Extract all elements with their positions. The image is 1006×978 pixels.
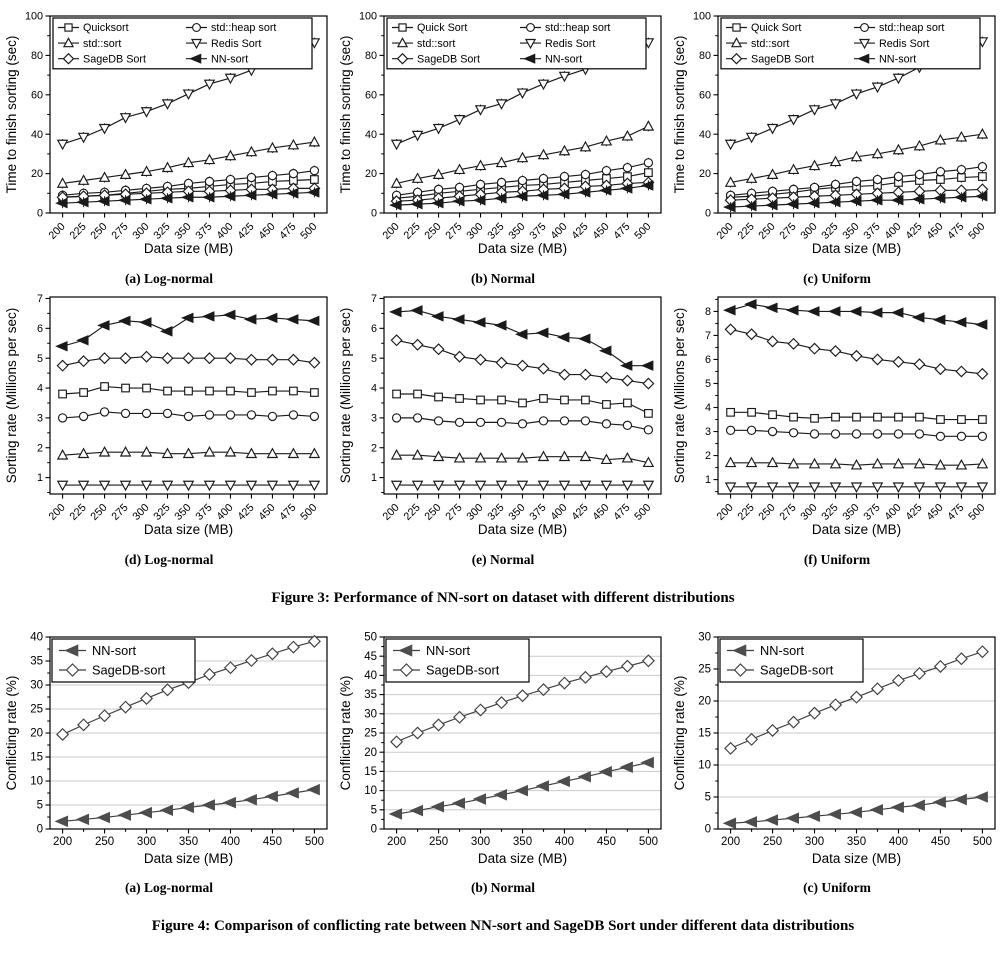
svg-text:400: 400 [554,836,575,848]
svg-text:7: 7 [370,293,377,306]
svg-text:6: 6 [370,322,377,335]
fig3-a-canvas [3,6,335,264]
figure4-chart-b-cell [336,625,670,896]
svg-text:275: 275 [777,501,799,523]
y-axis [371,293,384,492]
svg-text:375: 375 [527,501,549,523]
svg-text:450: 450 [930,836,951,848]
svg-text:450: 450 [590,501,612,523]
svg-text:350: 350 [506,501,528,523]
chart-caption-fig4-b: (b) Normal [470,880,536,895]
x-axis [714,494,987,523]
figure3-chart-c-cell [670,6,1004,287]
legend [720,639,863,682]
svg-text:275: 275 [109,501,131,523]
y-axis-title: Conflicting rate (%) [672,675,687,791]
svg-text:225: 225 [401,501,423,523]
series-redis-sort [726,483,987,492]
svg-text:425: 425 [903,220,925,242]
svg-text:350: 350 [178,836,199,848]
chart-fig3-e [337,287,669,550]
svg-text:0: 0 [370,823,377,836]
svg-text:100: 100 [358,10,377,23]
svg-text:SageDB Sort: SageDB Sort [751,53,815,66]
svg-text:200: 200 [380,501,402,523]
svg-text:425: 425 [569,220,591,242]
svg-text:80: 80 [30,50,43,62]
svg-text:0: 0 [704,823,711,836]
svg-text:375: 375 [193,220,215,242]
svg-text:200: 200 [714,220,736,242]
chart-fig4-b [337,625,669,878]
svg-text:40: 40 [30,128,43,141]
chart-caption-fig3-e: (e) Normal [471,552,535,567]
svg-text:15: 15 [698,727,711,740]
x-axis [714,213,987,242]
fig3-e-canvas [337,287,669,545]
svg-text:275: 275 [443,501,465,523]
fig3-c-canvas [671,6,1003,264]
series-quicksort [393,390,652,417]
svg-text:3: 3 [370,412,377,425]
chart-fig4-c [671,625,1003,878]
svg-text:SageDB-sort: SageDB-sort [426,662,500,678]
y-axis [364,632,384,836]
svg-text:350: 350 [172,220,194,242]
svg-text:400: 400 [214,501,236,523]
svg-text:250: 250 [762,836,783,848]
svg-text:350: 350 [172,501,194,523]
svg-text:30: 30 [30,679,43,692]
svg-text:30: 30 [364,708,377,721]
svg-text:80: 80 [698,50,711,62]
svg-text:425: 425 [235,501,257,523]
svg-text:20: 20 [364,746,377,759]
svg-text:std::heap sort: std::heap sort [545,22,611,35]
x-axis [380,213,653,242]
x-axis [46,494,319,523]
svg-text:100: 100 [692,10,711,23]
x-axis-title: Data size (MB) [811,522,902,537]
svg-text:NN-sort: NN-sort [545,53,583,66]
svg-text:450: 450 [262,836,283,848]
y-axis [30,632,50,836]
gridlines [718,669,995,797]
series-redis-sort [58,481,319,490]
svg-text:475: 475 [277,220,299,242]
svg-text:300: 300 [130,501,152,523]
svg-text:275: 275 [777,220,799,242]
svg-text:std::sort: std::sort [417,37,456,50]
svg-text:0: 0 [370,207,377,220]
svg-text:350: 350 [840,220,862,242]
svg-text:500: 500 [972,836,993,848]
svg-text:325: 325 [151,501,173,523]
svg-text:275: 275 [109,220,131,242]
y-axis [25,11,50,220]
svg-text:20: 20 [698,695,711,708]
svg-text:20: 20 [30,727,43,740]
svg-text:425: 425 [903,501,925,523]
figure3-row-time [0,6,1006,287]
svg-text:500: 500 [638,836,659,848]
chart-fig3-a [3,6,335,269]
series-std-sort [726,458,987,469]
y-axis-title: Sorting rate (Millions per sec) [338,307,353,484]
svg-text:1: 1 [370,472,377,485]
figure3-chart-e-cell [336,287,670,568]
y-axis [37,293,50,492]
svg-text:400: 400 [548,220,570,242]
chart-fig4-a [3,625,335,878]
x-axis [721,829,992,848]
series-std-heap-sort [726,426,986,440]
svg-text:225: 225 [67,220,89,242]
svg-text:300: 300 [136,836,157,848]
svg-text:35: 35 [30,655,43,668]
svg-text:std::sort: std::sort [83,37,122,50]
svg-text:350: 350 [840,501,862,523]
svg-text:5: 5 [370,352,377,365]
svg-text:450: 450 [924,220,946,242]
svg-text:200: 200 [380,220,402,242]
chart-caption-fig3-d: (d) Log-normal [124,552,214,567]
y-axis [698,632,718,836]
svg-text:475: 475 [611,220,633,242]
svg-text:60: 60 [698,89,711,102]
svg-text:225: 225 [67,501,89,523]
svg-text:4: 4 [370,382,377,395]
svg-text:10: 10 [698,759,711,772]
series-redis-sort [392,481,653,490]
svg-text:Redis Sort: Redis Sort [211,37,262,50]
series-nn-sort [57,311,319,351]
svg-text:50: 50 [364,631,377,644]
svg-text:500: 500 [298,501,320,523]
svg-text:Redis Sort: Redis Sort [879,37,930,50]
svg-text:5: 5 [36,799,43,812]
series-std-heap-sort [392,414,652,434]
svg-text:SageDB-sort: SageDB-sort [92,662,166,678]
chart-fig3-c [671,6,1003,269]
svg-text:0: 0 [704,207,711,220]
svg-text:NN-sort: NN-sort [879,53,917,66]
figure4-caption: Figure 4: Comparison of conflicting rate between NN-sort and SageDB Sort under different data distributions [151,918,855,934]
x-axis [387,829,658,848]
svg-text:4: 4 [36,382,43,395]
svg-text:NN-sort: NN-sort [211,53,249,66]
svg-text:0: 0 [36,823,43,836]
svg-text:325: 325 [151,220,173,242]
chart-fig3-b [337,6,669,269]
svg-text:375: 375 [527,220,549,242]
svg-text:8: 8 [704,306,711,319]
series-nn-sort [724,792,987,828]
x-axis-title: Data size (MB) [143,522,234,537]
svg-text:300: 300 [804,836,825,848]
y-axis [359,11,384,220]
legend [53,18,312,69]
svg-text:500: 500 [304,836,325,848]
svg-text:Redis Sort: Redis Sort [545,37,596,50]
svg-text:375: 375 [861,220,883,242]
svg-text:7: 7 [36,293,43,306]
svg-text:15: 15 [30,751,43,764]
svg-text:3: 3 [704,426,711,439]
svg-text:std::heap sort: std::heap sort [879,22,945,35]
svg-text:425: 425 [235,220,257,242]
svg-text:325: 325 [485,501,507,523]
series-nn-sort [725,300,987,329]
svg-text:25: 25 [30,703,43,716]
chart-caption-fig3-a: (a) Log-normal [124,271,214,286]
fig4-c-canvas [671,625,1003,873]
svg-text:475: 475 [277,501,299,523]
svg-text:NN-sort: NN-sort [426,642,471,658]
svg-text:350: 350 [512,836,533,848]
svg-text:25: 25 [698,663,711,676]
series-sagedb-sort [725,324,987,379]
svg-text:40: 40 [30,631,43,644]
svg-text:std::sort: std::sort [751,37,790,50]
svg-text:225: 225 [401,220,423,242]
svg-text:275: 275 [443,220,465,242]
svg-text:250: 250 [422,501,444,523]
figure3-chart-f-cell [670,287,1004,568]
svg-text:20: 20 [364,168,377,181]
svg-text:300: 300 [130,220,152,242]
svg-text:Quick Sort: Quick Sort [417,22,468,35]
figure4-chart-c-cell [670,625,1004,896]
svg-text:30: 30 [698,631,711,644]
svg-text:200: 200 [720,836,741,848]
svg-text:475: 475 [611,501,633,523]
svg-text:1: 1 [36,472,43,485]
svg-text:45: 45 [364,650,377,663]
svg-text:475: 475 [945,220,967,242]
svg-text:40: 40 [698,128,711,141]
svg-text:225: 225 [735,501,757,523]
figure4-row-conflict [0,625,1006,896]
svg-text:5: 5 [36,352,43,365]
svg-text:400: 400 [548,501,570,523]
chart-caption-fig3-b: (b) Normal [470,271,536,286]
svg-text:250: 250 [756,501,778,523]
svg-text:450: 450 [256,501,278,523]
chart-caption-fig4-c: (c) Uniform [803,880,871,895]
svg-text:40: 40 [364,128,377,141]
svg-text:25: 25 [364,727,377,740]
fig3-f-canvas [671,287,1003,545]
svg-text:2: 2 [370,442,377,455]
svg-text:500: 500 [966,220,988,242]
svg-text:250: 250 [88,501,110,523]
x-axis-title: Data size (MB) [143,851,234,866]
svg-text:10: 10 [30,775,43,788]
svg-text:20: 20 [698,168,711,181]
svg-text:std::heap sort: std::heap sort [211,22,277,35]
chart-caption-fig3-f: (f) Uniform [803,552,871,567]
fig4-b-canvas [337,625,669,873]
plot-box [50,297,327,494]
svg-text:400: 400 [888,836,909,848]
chart-fig3-d [3,287,335,550]
svg-text:100: 100 [24,10,43,23]
svg-text:375: 375 [193,501,215,523]
svg-text:450: 450 [590,220,612,242]
x-axis [53,829,324,848]
svg-text:40: 40 [364,670,377,682]
chart-caption-fig3-c: (c) Uniform [803,271,871,286]
svg-text:450: 450 [596,836,617,848]
svg-text:200: 200 [714,501,736,523]
svg-text:350: 350 [506,220,528,242]
svg-text:NN-sort: NN-sort [760,642,805,658]
svg-text:15: 15 [364,766,377,778]
svg-text:NN-sort: NN-sort [92,642,137,658]
svg-text:400: 400 [214,220,236,242]
svg-text:3: 3 [36,412,43,425]
svg-text:300: 300 [464,220,486,242]
svg-text:250: 250 [756,220,778,242]
x-axis-title: Data size (MB) [477,851,568,866]
svg-text:1: 1 [704,474,711,487]
svg-text:4: 4 [704,402,711,415]
svg-text:Quick Sort: Quick Sort [751,22,802,35]
svg-text:2: 2 [36,442,43,455]
svg-text:200: 200 [46,220,68,242]
y-axis-title: Time to finish sorting (sec) [4,35,19,194]
figure3-chart-b-cell [336,6,670,287]
svg-text:325: 325 [819,220,841,242]
svg-text:5: 5 [704,378,711,391]
x-axis-title: Data size (MB) [811,241,902,256]
y-axis-title: Conflicting rate (%) [4,675,19,791]
series-quicksort [727,409,986,424]
y-axis-title: Time to finish sorting (sec) [672,35,687,194]
svg-text:SageDB Sort: SageDB Sort [83,53,147,66]
legend [386,639,529,682]
svg-text:500: 500 [632,220,654,242]
y-axis-title: Conflicting rate (%) [338,675,353,791]
x-axis-title: Data size (MB) [477,241,568,256]
y-axis-title: Time to finish sorting (sec) [338,35,353,194]
series-sagedb-sort [57,351,319,370]
y-axis-title: Sorting rate (Millions per sec) [4,307,19,484]
svg-text:200: 200 [52,836,73,848]
fig4-a-canvas [3,625,335,873]
svg-text:350: 350 [846,836,867,848]
svg-text:60: 60 [364,89,377,102]
svg-text:5: 5 [370,804,377,817]
svg-text:250: 250 [94,836,115,848]
figure3-chart-a-cell [2,6,336,287]
svg-text:7: 7 [704,330,711,343]
fig3-d-canvas [3,287,335,545]
svg-text:300: 300 [470,836,491,848]
svg-text:80: 80 [364,50,377,62]
y-axis [705,299,718,491]
svg-text:2: 2 [704,450,711,463]
x-axis [46,213,319,242]
figure4-chart-a-cell [2,625,336,896]
series-std-sort [58,447,319,459]
svg-text:300: 300 [798,220,820,242]
svg-text:225: 225 [735,220,757,242]
series-quicksort [59,383,318,398]
svg-text:250: 250 [422,220,444,242]
figure3-row-rate [0,287,1006,568]
series-std-sort [392,450,653,466]
legend [52,639,195,682]
figure3-caption: Figure 3: Performance of NN-sort on dataset with different distributions [271,590,735,606]
svg-text:425: 425 [569,501,591,523]
svg-text:500: 500 [966,501,988,523]
svg-text:325: 325 [485,220,507,242]
svg-text:SageDB Sort: SageDB Sort [417,53,481,66]
chart-caption-fig4-a: (a) Log-normal [124,880,214,895]
svg-text:300: 300 [464,501,486,523]
svg-text:0: 0 [36,207,43,220]
svg-text:250: 250 [88,220,110,242]
svg-text:10: 10 [364,785,377,798]
svg-text:5: 5 [704,791,711,804]
svg-text:6: 6 [36,322,43,335]
svg-text:400: 400 [220,836,241,848]
svg-text:SageDB-sort: SageDB-sort [760,662,834,678]
svg-text:60: 60 [30,89,43,102]
series-std-heap-sort [58,408,318,422]
svg-text:450: 450 [924,501,946,523]
svg-text:200: 200 [386,836,407,848]
legend [721,18,980,69]
fig3-b-canvas [337,6,669,264]
x-axis-title: Data size (MB) [143,241,234,256]
svg-text:500: 500 [298,220,320,242]
svg-text:200: 200 [46,501,68,523]
svg-text:20: 20 [30,168,43,181]
svg-text:475: 475 [945,501,967,523]
series-sagedb-sort [391,335,653,389]
svg-text:Quicksort: Quicksort [83,22,129,35]
svg-text:6: 6 [704,354,711,367]
svg-text:375: 375 [861,501,883,523]
svg-text:400: 400 [882,220,904,242]
svg-text:500: 500 [632,501,654,523]
chart-fig3-f [671,287,1003,550]
svg-text:325: 325 [819,501,841,523]
svg-text:400: 400 [882,501,904,523]
svg-text:450: 450 [256,220,278,242]
svg-text:250: 250 [428,836,449,848]
figure3-chart-d-cell [2,287,336,568]
legend [387,18,646,69]
y-axis-title: Sorting rate (Millions per sec) [672,307,687,484]
x-axis-title: Data size (MB) [811,851,902,866]
x-axis-title: Data size (MB) [477,522,568,537]
y-axis [693,11,718,220]
svg-text:300: 300 [798,501,820,523]
x-axis [380,494,653,523]
svg-text:35: 35 [364,689,377,702]
